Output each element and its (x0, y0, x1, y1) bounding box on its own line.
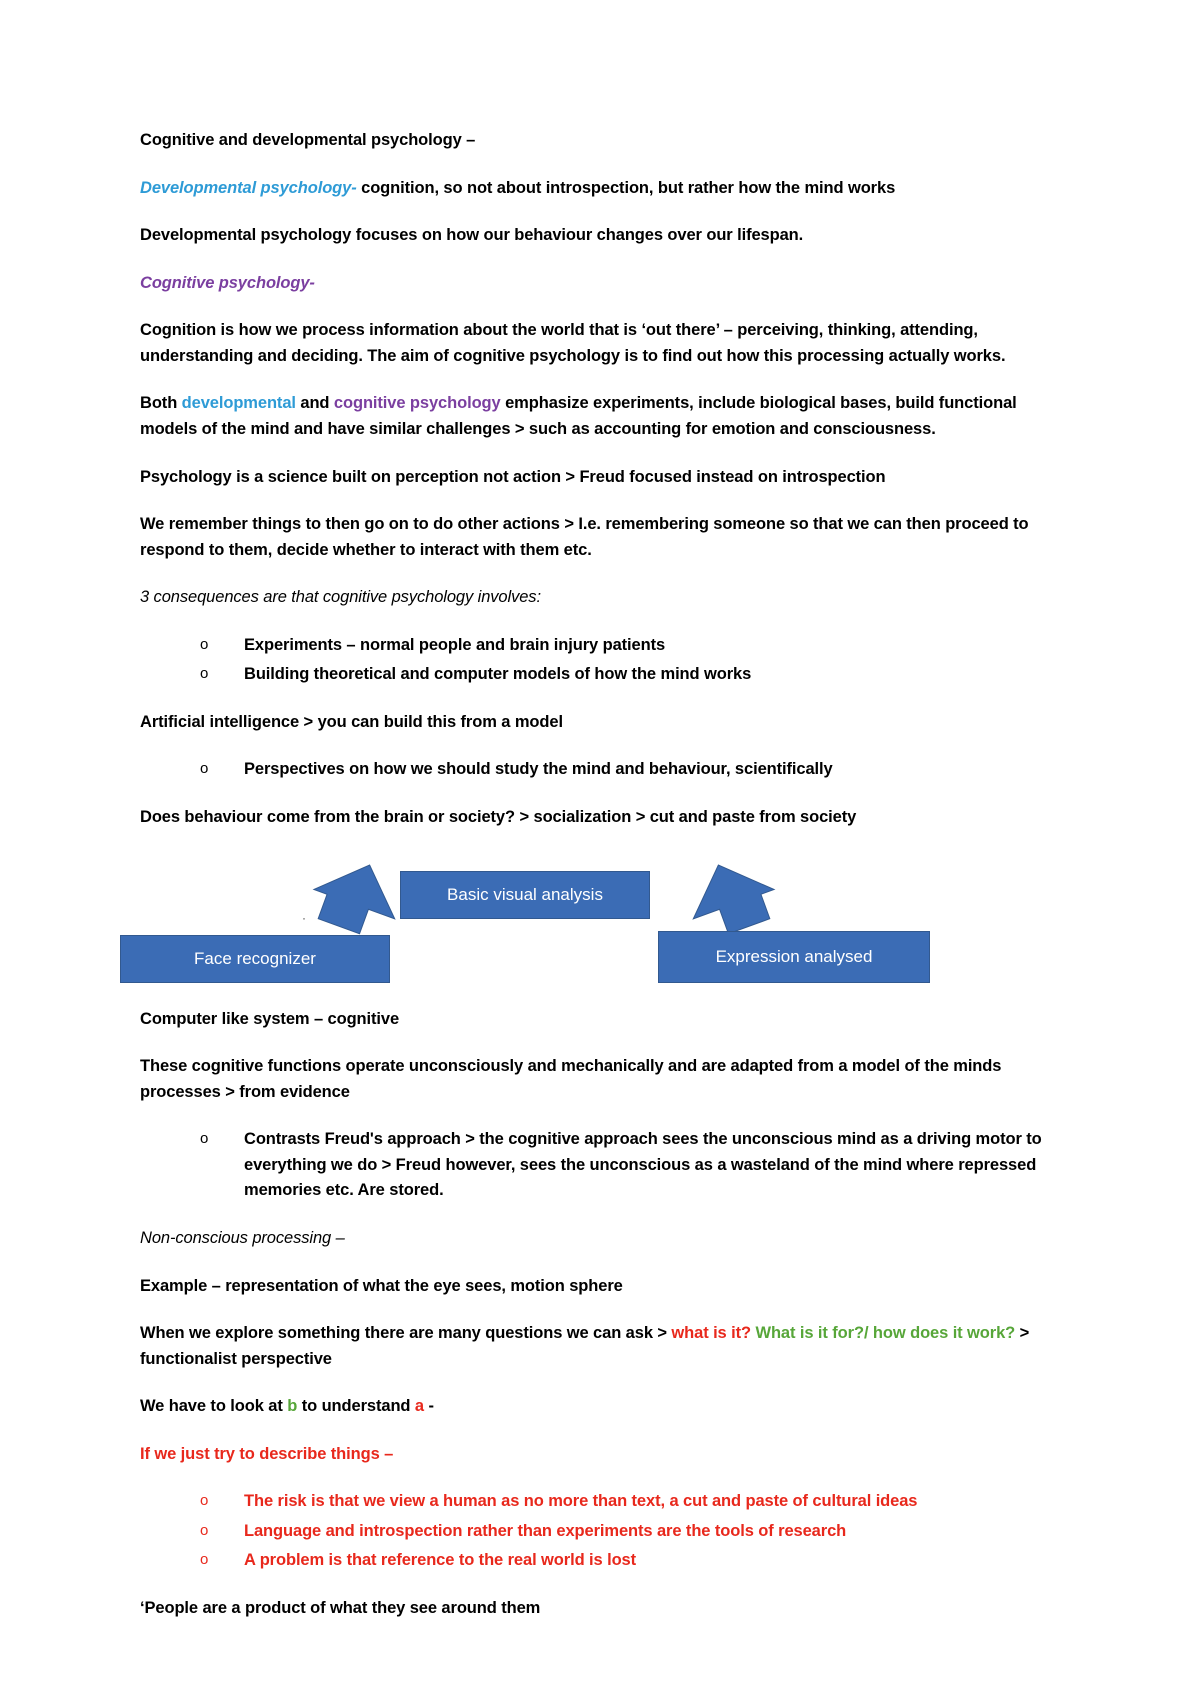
list-item: o Contrasts Freud's approach > the cognitive approach sees the unconscious mind as a driving motor to everything we do > Freud however, sees the unconscious as a wasteland of the mind where repressed memories etc. Are stored. (200, 1127, 1070, 1204)
explore-end: > functionalist perspective (140, 1324, 1030, 1368)
consequences-intro: 3 consequences are that cognitive psychology involves: (140, 588, 541, 607)
cognition-definition: Cognition is how we process information about the world that is ‘out there’ – perceiving, thinking, attending, understanding and deciding. The aim of cognitive psychology is to find out how this processing actually works. (140, 321, 1006, 365)
both-comparison-line (140, 391, 1070, 442)
describe-risks-list (140, 1489, 1070, 1574)
explore-questions-line (140, 1321, 1070, 1372)
artificial-intelligence-line: Artificial intelligence > you can build this from a model (140, 712, 563, 731)
behaviour-line: Does behaviour come from the brain or society? > socialization > cut and paste from society (140, 808, 857, 826)
developmental-psychology-text: cognition, so not about introspection, but rather how the mind works (356, 178, 896, 197)
example-line: Example – representation of what the eye sees, motion sphere (140, 1276, 623, 1295)
diagram-box-face-recognizer: Face recognizer (120, 935, 390, 983)
ab-b: b (287, 1397, 298, 1416)
both-developmental: developmental (181, 394, 296, 413)
computer-like-line: Computer like system – cognitive (140, 1009, 400, 1028)
cognitive-flow-diagram (140, 853, 1070, 1003)
freud-contrast-list (140, 1127, 1070, 1204)
both-rest: emphasize experiments, include biological bases, build functional models of the mind and have similar challenges > such as accounting for emotion and consciousness. (140, 394, 1017, 438)
list-item: o Language and introspection rather than experiments are the tools of research (200, 1519, 1070, 1545)
stray-mark: · (302, 910, 306, 925)
explore-what-is-it: what is it? (671, 1324, 751, 1343)
both-and: and (295, 394, 334, 413)
both-start: Both (140, 394, 182, 413)
explore-what-is-it-for: What is it for?/ how does it work? (750, 1324, 1016, 1343)
explore-start: When we explore something there are many questions we can ask > (140, 1324, 672, 1343)
both-cognitive: cognitive psychology (333, 394, 501, 413)
list-item: o Perspectives on how we should study the mind and behaviour, scientifically (200, 757, 1070, 783)
ab-start: We have to look at (140, 1397, 288, 1416)
diagram-box-basic-visual-analysis: Basic visual analysis (400, 871, 650, 919)
developmental-focus-line: Developmental psychology focuses on how our behaviour changes over our lifespan. (140, 226, 804, 245)
cognitive-functions-line: These cognitive functions operate unconsciously and mechanically and are adapted from a model of the minds processes > from evidence (140, 1057, 1002, 1101)
developmental-psychology-line (140, 176, 1070, 202)
page-title: Cognitive and developmental psychology – (140, 131, 476, 149)
document-body (140, 128, 1070, 1644)
ab-end: - (423, 1397, 434, 1416)
closing-line: ‘People are a product of what they see around them (140, 1599, 541, 1617)
ab-line (140, 1394, 1070, 1420)
developmental-psychology-label: Developmental psychology- (140, 178, 357, 197)
ab-mid: to understand (297, 1397, 415, 1416)
cognitive-psychology-label: Cognitive psychology- (140, 273, 315, 292)
diagram-box-expression-analysed: Expression analysed (658, 931, 930, 983)
describe-things-line: If we just try to describe things – (140, 1444, 394, 1463)
non-conscious-label: Non-conscious processing – (140, 1228, 345, 1247)
list-item: o Experiments – normal people and brain injury patients (200, 633, 1070, 659)
list-item: o The risk is that we view a human as no more than text, a cut and paste of cultural ideas (200, 1489, 1070, 1515)
ab-a: a (414, 1397, 424, 1416)
science-line: Psychology is a science built on perception not action > Freud focused instead on introspection (140, 467, 886, 486)
remember-line: We remember things to then go on to do other actions > I.e. remembering someone so that we can then proceed to respond to them, decide whether to interact with them etc. (140, 515, 1029, 559)
list-item: o Building theoretical and computer models of how the mind works (200, 662, 1070, 688)
list-item: o A problem is that reference to the real world is lost (200, 1548, 1070, 1574)
consequences-list (140, 633, 1070, 688)
perspectives-list (140, 757, 1070, 783)
